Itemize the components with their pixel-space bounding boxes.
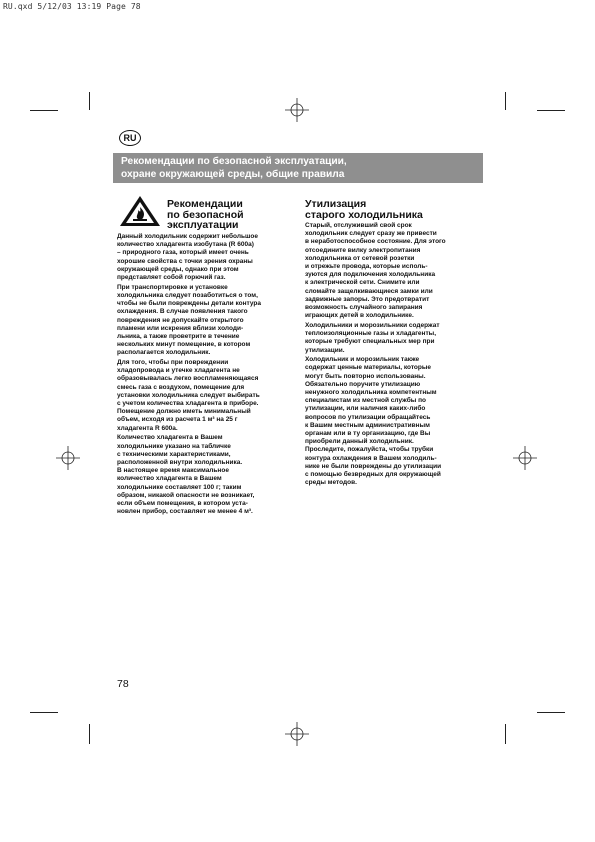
banner-line: охране окружающей среды, общие правила [121, 169, 345, 180]
page-number: 78 [117, 678, 129, 690]
text-line: которые требуют специальных мер при [305, 338, 435, 346]
text-line: специалистам из местной службы по [305, 397, 427, 405]
text-line: теплоизоляционные газы и хладагенты, [305, 330, 436, 338]
text-line: охлаждения. В случае появления такого [117, 308, 248, 316]
right-column-text [305, 222, 485, 489]
text-line: органам или в ту организацию, где Вы [305, 430, 431, 438]
text-line: В настоящее время максимальное [117, 467, 229, 475]
heading-line: по безопасной [167, 208, 244, 221]
left-column-text [117, 233, 291, 518]
paragraph [305, 356, 485, 487]
text-line: образовывалась легко воспламеняющаяся [117, 375, 259, 383]
text-line: приобрели данный холодильник. [305, 438, 414, 446]
text-line: Количество хладагента в Вашем [117, 434, 223, 442]
right-heading [305, 199, 423, 220]
text-line: холодильник следует сразу же привести [305, 230, 437, 238]
paragraph [117, 284, 291, 358]
paragraph [305, 222, 485, 320]
heading-line: эксплуатации [167, 219, 239, 231]
text-line: играющих детей в холодильнике. [305, 312, 414, 320]
text-line: Для того, чтобы при повреждении [117, 359, 229, 367]
text-line: образом, никакой опасности не возникает, [117, 491, 255, 499]
text-line: с помощью безвредных для окружающей [305, 471, 441, 479]
text-line: Обязательно поручите утилизацию [305, 380, 421, 388]
crop-mark [505, 724, 506, 744]
text-line: смесь газа с воздухом, помещение для [117, 383, 245, 391]
text-line: холодильнике указано на табличке [117, 442, 231, 450]
paragraph [117, 434, 291, 516]
text-line: среды методов. [305, 479, 357, 487]
text-line: утилизации. [305, 346, 345, 354]
text-line: – природного газа, который имеет очень [117, 249, 249, 257]
text-line: располагается холодильник. [117, 349, 211, 357]
text-line: новлен прибор, составляет не менее 4 м³. [117, 508, 253, 516]
text-line: количество хладагента изобутана (R 600a) [117, 241, 254, 249]
text-line: холодильника следует позаботиться о том, [117, 291, 258, 299]
print-slug: RU.qxd 5/12/03 13:19 Page 78 [3, 2, 141, 11]
text-line: если объем помещения, в котором уста- [117, 500, 248, 507]
section-banner [113, 153, 483, 183]
text-line: зуются для подключения холодильника [305, 271, 436, 279]
text-line: с учетом количества хладагента в приборе. [117, 400, 259, 408]
text-line: Холодильник и морозильник также [305, 356, 420, 364]
text-line: пламени или искрения вблизи холоди- [117, 324, 244, 332]
text-line: возможность случайного запирания [305, 304, 423, 312]
text-line: окружающей среды, однако при этом [117, 265, 239, 273]
text-line: Проследите, пожалуйста, чтобы трубки [305, 446, 434, 454]
text-line: утилизации, или наличия каких-либо [305, 405, 426, 413]
text-line: Помещение должно иметь минимальный [117, 408, 251, 416]
crop-mark [30, 712, 58, 713]
text-line: Данный холодильник содержит небольшое [117, 233, 258, 240]
text-line: холодильника от сетевой розетки [305, 254, 415, 262]
text-line: контура охлаждения в Вашем холодиль- [305, 454, 437, 462]
text-line: нике не были повреждены до утилизации [305, 462, 442, 470]
text-line: объем, исходя из расчета 1 м³ на 25 г [117, 416, 238, 424]
crop-mark [30, 110, 58, 111]
text-line: и отрежьте провода, которые исполь- [305, 263, 428, 271]
text-line: хорошие свойства с точки зрения охраны [117, 257, 253, 265]
registration-mark-bottom [285, 722, 309, 746]
paragraph [305, 322, 485, 355]
text-line: с техническими характеристиками, [117, 450, 231, 458]
text-line: установки холодильника следует выбирать [117, 391, 260, 399]
text-line: хладагента R 600a. [117, 424, 178, 432]
registration-mark-right [513, 446, 537, 470]
text-line: При транспортировке и установке [117, 283, 228, 291]
flammable-warning-icon [118, 194, 162, 228]
text-line: сломайте защелкивающиеся замки или [305, 287, 433, 295]
registration-mark-left [56, 446, 80, 470]
text-line: Холодильники и морозильники содержат [305, 321, 440, 329]
text-line: могут быть повторно использованы. [305, 372, 426, 380]
text-line: повреждения не допускайте открытого [117, 316, 244, 324]
paragraph [117, 233, 291, 282]
text-line: холодильнике составляет 100 г; таким [117, 483, 242, 491]
text-line: к Вашим местным административным [305, 421, 430, 429]
text-line: содержат ценные материалы, которые [305, 364, 432, 372]
text-line: количество хладагента в Вашем [117, 475, 222, 483]
crop-mark [505, 92, 506, 110]
text-line: чтобы не были повреждены детали контура [117, 300, 261, 308]
text-line: расположенной внутри холодильника. [117, 458, 243, 466]
crop-mark [537, 110, 565, 111]
crop-mark [89, 724, 90, 744]
text-line: льника, а также проветрите в течение [117, 332, 240, 340]
paragraph [117, 359, 291, 433]
left-heading [167, 199, 244, 231]
text-line: отсоедините вилку электропитания [305, 246, 421, 254]
text-line: нескольких минут помещение, в котором [117, 341, 251, 349]
language-badge: RU [119, 130, 141, 146]
text-line: хладопровода и утечке хладагента не [117, 367, 240, 375]
crop-mark [537, 712, 565, 713]
crop-mark [89, 92, 90, 110]
registration-mark-top [285, 98, 309, 122]
text-line: вопросов по утилизации обращайтесь [305, 413, 431, 421]
text-line: в неработоспособное состояние. Для этого [305, 238, 446, 246]
text-line: Старый, отслуживший свой срок [305, 222, 412, 229]
text-line: к электрической сети. Снимите или [305, 279, 420, 287]
text-line: задвижные запоры. Это предотвратит [305, 295, 430, 303]
text-line: представляет собой горючий газ. [117, 274, 226, 282]
heading-line: Рекомендации [167, 198, 243, 210]
heading-line: старого холодильника [305, 208, 423, 221]
banner-line: Рекомендации по безопасной эксплуатации, [121, 156, 347, 167]
text-line: ненужного холодильника компетентным [305, 389, 437, 397]
heading-line: Утилизация [305, 198, 367, 210]
